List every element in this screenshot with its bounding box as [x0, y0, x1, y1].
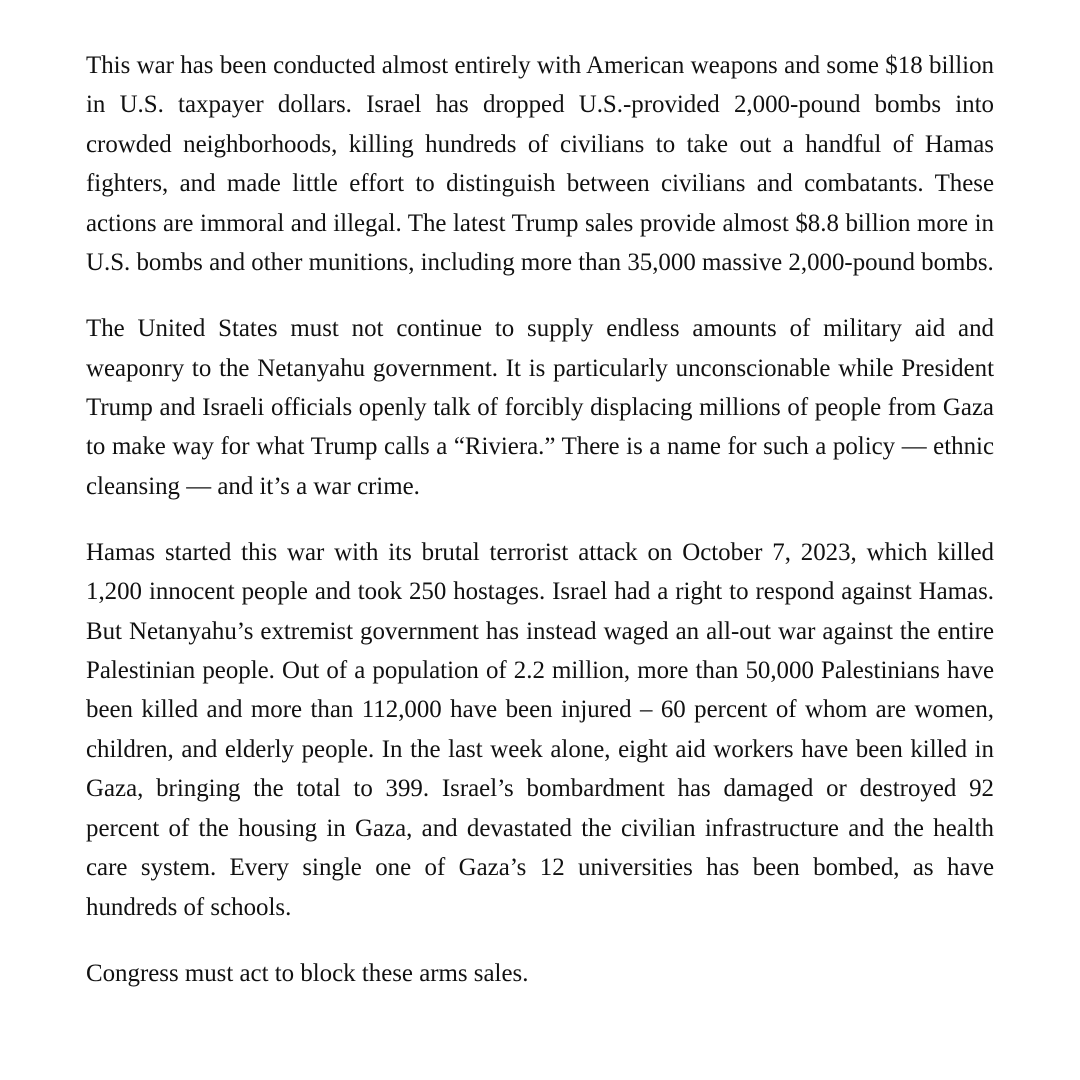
paragraph-weapons-funding: This war has been conducted almost entirely with American weapons and some $18 billion in U.S. taxpayer dollars. Israel has dropped U.S.-provided 2,000-pound bombs into crowded neighborhoods, killing hundreds of civilians to take out a handful of Hamas fighters, and made little effort to distinguish between civilians and combatants. These actions are immoral and illegal. The latest Trump sales provide almost $8.8 billion more in U.S. bombs and other munitions, including more than 35,000 massive 2,000-pound bombs. — [86, 52, 994, 277]
paragraph-war-casualties: Hamas started this war with its brutal terrorist attack on October 7, 2023, which killed 1,200 innocent people and took 250 hostages. Israel had a right to respond against Hamas. But Netanyahu’s extremist government has instead waged an all-out war against the entire Palestinian people. Out of a population of 2.2 million, more than 50,000 Palestinians have been killed and more than 112,000 have been injured – 60 percent of whom are women, children, and elderly people. In the last week alone, eight aid workers have been killed in Gaza, bringing the total to 399. Israel’s bombardment has damaged or destroyed 92 percent of the housing in Gaza, and devastated the civilian infrastructure and the health care system. Every single one of Gaza’s 12 universities has been bombed, as have hundreds of schools. — [86, 538, 994, 921]
paragraph-call-to-action: Congress must act to block these arms sales. — [86, 959, 529, 987]
paragraph-military-aid: The United States must not continue to supply endless amounts of military aid and weaponry to the Netanyahu government. It is particularly unconscionable while President Trump and Israeli officials openly talk of forcibly displacing millions of people from Gaza to make way for what Trump calls a “Riviera.” There is a name for such a policy — ethnic cleansing — and it’s a war crime. — [86, 315, 994, 500]
document-body — [86, 46, 994, 993]
